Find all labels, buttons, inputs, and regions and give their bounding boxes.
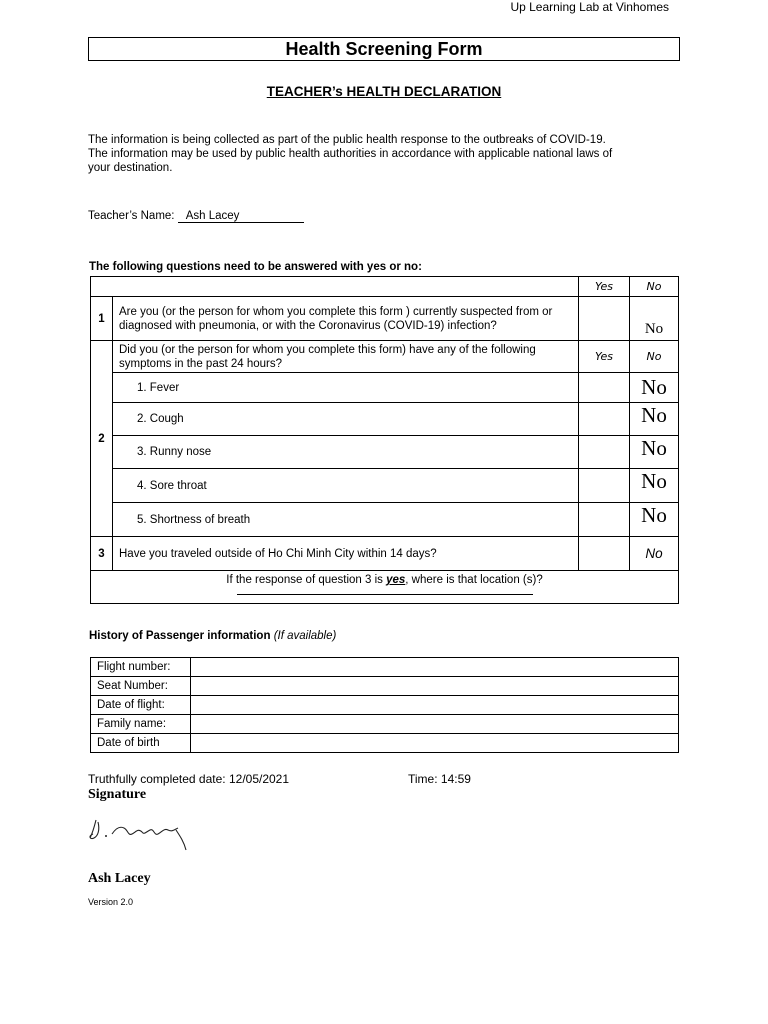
intro-line: The information may be used by public health authorities in accordance with applicable national laws of bbox=[88, 148, 613, 160]
history-row bbox=[91, 715, 679, 734]
q3-yes-cell[interactable] bbox=[579, 537, 630, 571]
followup-text: If the response of question 3 is bbox=[226, 574, 387, 586]
teacher-name-field bbox=[88, 210, 304, 223]
intro-text bbox=[88, 133, 688, 175]
history-label: Date of birth bbox=[91, 734, 191, 753]
history-value[interactable] bbox=[191, 658, 679, 677]
symptom-yes-cell[interactable] bbox=[579, 436, 630, 469]
table-header-row bbox=[91, 277, 679, 297]
q1-yes-cell[interactable] bbox=[579, 297, 630, 341]
teacher-name-value[interactable]: Ash Lacey bbox=[178, 210, 304, 223]
questions-heading: The following questions need to be answered with yes or no: bbox=[89, 261, 422, 273]
question-row bbox=[91, 537, 679, 571]
question-number: 1 bbox=[91, 297, 113, 341]
symptom-no-answer[interactable]: No bbox=[630, 436, 679, 469]
symptom-yes-cell[interactable] bbox=[579, 373, 630, 403]
question-text: Have you traveled outside of Ho Chi Minh City within 14 days? bbox=[113, 537, 579, 571]
followup-emphasis: yes bbox=[386, 574, 406, 586]
time-value: 14:59 bbox=[440, 772, 471, 786]
symptom-label: 5. Shortness of breath bbox=[113, 503, 579, 537]
symptom-yes-cell[interactable] bbox=[579, 403, 630, 436]
history-value[interactable] bbox=[191, 734, 679, 753]
questions-table bbox=[90, 276, 679, 604]
question-row bbox=[91, 297, 679, 341]
symptom-label: 1. Fever bbox=[113, 373, 579, 403]
history-value[interactable] bbox=[191, 715, 679, 734]
history-value[interactable] bbox=[191, 696, 679, 715]
header-note: Up Learning Lab at Vinhomes bbox=[510, 0, 669, 14]
completed-date-value: 12/05/2021 bbox=[228, 772, 290, 786]
symptom-yes-cell[interactable] bbox=[579, 469, 630, 503]
followup-cell bbox=[91, 571, 679, 604]
question-text: Did you (or the person for whom you complete this form) have any of the following symptoms in the past 24 hours? bbox=[113, 341, 579, 373]
symptom-row bbox=[91, 469, 679, 503]
yes-column-header: Yes bbox=[579, 277, 630, 297]
history-label: Family name: bbox=[91, 715, 191, 734]
followup-row bbox=[91, 571, 679, 604]
no-column-header: No bbox=[630, 277, 679, 297]
history-row bbox=[91, 658, 679, 677]
symptom-label: 3. Runny nose bbox=[113, 436, 579, 469]
symptom-no-answer[interactable]: No bbox=[630, 469, 679, 503]
intro-line: your destination. bbox=[88, 162, 173, 174]
history-heading-note: (If available) bbox=[273, 630, 337, 642]
symptom-no-answer[interactable]: No bbox=[630, 373, 679, 403]
question-number: 2 bbox=[91, 341, 113, 537]
q3-no-answer[interactable]: No bbox=[630, 537, 679, 571]
history-label: Date of flight: bbox=[91, 696, 191, 715]
q2-no-label: No bbox=[630, 341, 679, 373]
symptom-row bbox=[91, 373, 679, 403]
history-table bbox=[90, 657, 679, 753]
completed-time bbox=[408, 772, 471, 786]
history-value[interactable] bbox=[191, 677, 679, 696]
symptom-label: 2. Cough bbox=[113, 403, 579, 436]
question-number: 3 bbox=[91, 537, 113, 571]
form-title: Health Screening Form bbox=[88, 37, 680, 61]
q1-no-answer[interactable]: No bbox=[630, 297, 679, 341]
symptom-label: 4. Sore throat bbox=[113, 469, 579, 503]
q2-yes-label: Yes bbox=[579, 341, 630, 373]
followup-text-end: , where is that location (s)? bbox=[405, 574, 543, 586]
history-row bbox=[91, 696, 679, 715]
question-row bbox=[91, 341, 679, 373]
form-subtitle: TEACHER’s HEALTH DECLARATION bbox=[266, 84, 502, 99]
history-label: Seat Number: bbox=[91, 677, 191, 696]
completed-date bbox=[88, 772, 289, 786]
time-label: Time: bbox=[408, 772, 438, 786]
symptom-no-answer[interactable]: No bbox=[630, 503, 679, 537]
history-heading bbox=[89, 630, 336, 642]
completed-date-label: Truthfully completed date: bbox=[88, 772, 226, 786]
signature-icon bbox=[84, 810, 194, 854]
history-row bbox=[91, 677, 679, 696]
symptom-row bbox=[91, 403, 679, 436]
header-blank bbox=[91, 277, 579, 297]
symptom-yes-cell[interactable] bbox=[579, 503, 630, 537]
symptom-no-answer[interactable]: No bbox=[630, 403, 679, 436]
signer-name: Ash Lacey bbox=[88, 871, 151, 886]
signature-label: Signature bbox=[88, 787, 147, 802]
history-heading-text: History of Passenger information bbox=[89, 630, 271, 642]
location-answer-line[interactable] bbox=[237, 586, 533, 595]
symptom-row bbox=[91, 503, 679, 537]
version-label: Version 2.0 bbox=[88, 897, 134, 907]
intro-line: The information is being collected as part of the public health response to the outbreaks of COVID-19. bbox=[88, 134, 606, 146]
teacher-name-label: Teacher’s Name: bbox=[88, 210, 175, 222]
history-label: Flight number: bbox=[91, 658, 191, 677]
question-text: Are you (or the person for whom you complete this form ) currently suspected from or diagnosed with pneumonia, or with the Coronavirus (COVID-19) infection? bbox=[113, 297, 579, 341]
history-row bbox=[91, 734, 679, 753]
symptom-row bbox=[91, 436, 679, 469]
